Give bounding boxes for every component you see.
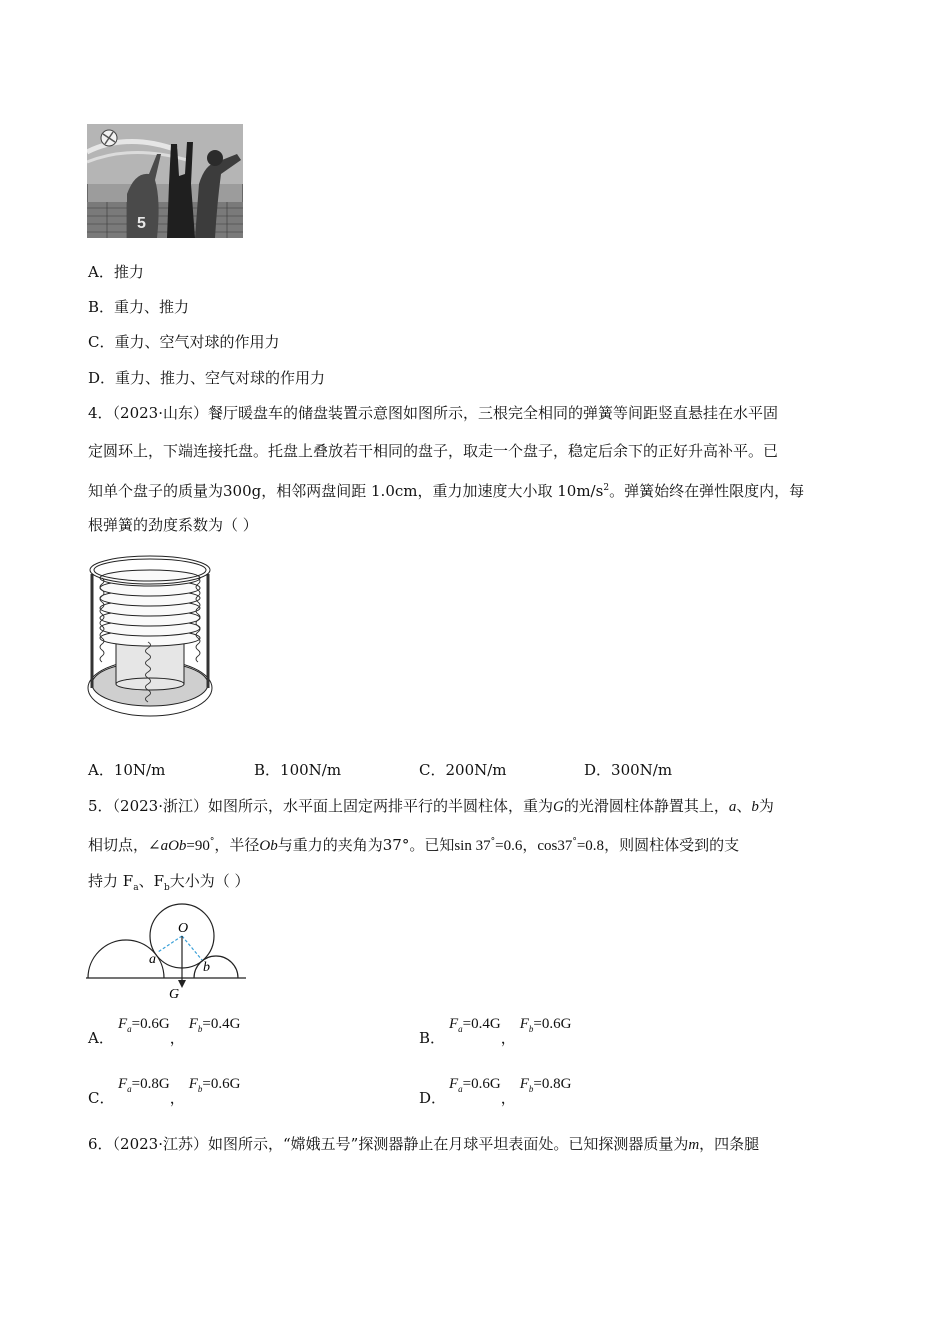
cylinder-figure bbox=[86, 900, 248, 1002]
q4-option-d: D．300N/m bbox=[584, 761, 673, 779]
q3-option-c: C．重力、空气对球的作用力 bbox=[88, 333, 280, 351]
q4-option-b: B．100N/m bbox=[254, 761, 342, 779]
q5-option-c: C． bbox=[88, 1089, 115, 1107]
q6-stem-line-1: 6．（2023·江苏）如图所示，“嫦娥五号”探测器静止在月球平坦表面处。已知探测器质量为m，四条腿 bbox=[88, 1135, 760, 1153]
label-G: G bbox=[169, 987, 180, 1002]
q3-option-a: A．推力 bbox=[88, 263, 144, 281]
q3-option-d: D．重力、推力、空气对球的作用力 bbox=[88, 369, 326, 387]
q5-option-b-math: $F_a=0.4G$，$F_b=0.6G$ bbox=[449, 1016, 572, 1047]
label-b: b bbox=[203, 960, 210, 975]
svg-text:5: 5 bbox=[137, 215, 146, 232]
q4-stem-line-3: 知单个盘子的质量为300g，相邻两盘间距 1.0cm，重力加速度大小取 $10m/s^2$。弹簧始终在弹性限度内，每 bbox=[88, 482, 805, 500]
q4-stem-line-1: 4．（2023·山东）餐厅暖盘车的储盘装置示意图如图所示，三根完全相同的弹簧等间距竖直悬挂在水平固 bbox=[88, 404, 778, 422]
q4-stem-line-4: 根弹簧的劲度系数为（ ） bbox=[88, 516, 258, 534]
q5-stem-line-1: 5．（2023·浙江）如图所示，水平面上固定两排平行的半圆柱体，重为G的光滑圆柱体静置其上，a、b为 bbox=[88, 797, 774, 815]
q4-stem-line-2: 定圆环上，下端连接托盘。托盘上叠放若干相同的盘子，取走一个盘子，稳定后余下的正好升高补平。已 bbox=[88, 442, 779, 460]
label-O: O bbox=[178, 921, 189, 936]
q3-option-b: B．重力、推力 bbox=[88, 298, 190, 316]
q5-option-a-math: $F_a=0.6G$，$F_b=0.4G$ bbox=[118, 1016, 241, 1047]
q5-option-c-math: $F_a=0.8G$，$F_b=0.6G$ bbox=[118, 1076, 241, 1107]
q5-option-d: D． bbox=[419, 1089, 447, 1107]
q5-option-b: B． bbox=[419, 1029, 446, 1047]
plate-warmer-figure bbox=[86, 548, 216, 720]
q5-stem-line-3: 持力 $F_a$、$F_b$大小为（ ） bbox=[88, 872, 250, 893]
volleyball-photo bbox=[87, 124, 243, 238]
q5-option-a: A． bbox=[88, 1029, 114, 1047]
q5-option-d-math: $F_a=0.6G$，$F_b=0.8G$ bbox=[449, 1076, 572, 1107]
q5-stem-line-2: 相切点，∠aOb=90°，半径Ob与重力的夹角为37°。已知sin 37°=0.6，cos37°=0.8，则圆柱体受到的支 bbox=[88, 836, 740, 854]
label-a: a bbox=[149, 952, 156, 967]
q4-option-a: A．10N/m bbox=[88, 761, 166, 779]
q4-option-c: C．200N/m bbox=[419, 761, 507, 779]
